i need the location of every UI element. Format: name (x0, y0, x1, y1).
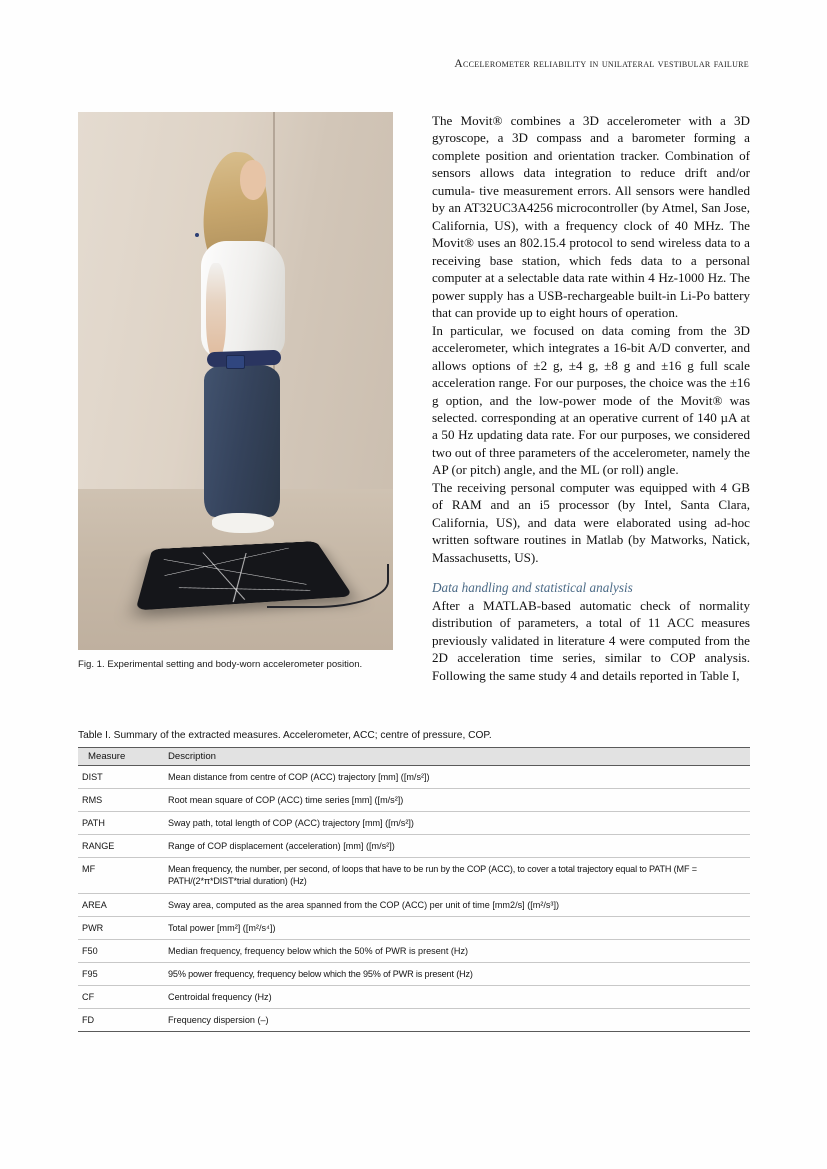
experimental-setting-photo (78, 112, 393, 650)
cell-measure: DIST (78, 766, 164, 789)
column-header-measure: Measure (78, 748, 164, 766)
figure-caption: Fig. 1. Experimental setting and body-worn accelerometer position. (78, 659, 363, 670)
cell-measure: PATH (78, 812, 164, 835)
cell-measure: AREA (78, 893, 164, 916)
body-paragraph-2: In particular, we focused on data coming from the 3D accelerometer, which integrates a 16-bit A/D converter, and allows options of ±2 g, ±4 g, ±8 g and ±16 g full scale acceleration range. For our purposes, the choice was the ±16 g option, and the low-power mode of the Movit® was selected. corresponding at an operative current of 140 µA at a 50 Hz updating data rate. For our purposes, we considered two out of three parameters of the accelerometer, namely the AP (or pitch) angle, and the ML (or roll) angle. (432, 322, 750, 478)
cell-description: 95% power frequency, frequency below which the 95% of PWR is present (Hz) (164, 962, 750, 985)
table-header (78, 748, 750, 766)
table-row (78, 893, 750, 916)
cell-measure: F50 (78, 939, 164, 962)
table-title: Table I. Summary of the extracted measures. Accelerometer, ACC; centre of pressure, COP. (78, 730, 492, 741)
table-row (78, 916, 750, 939)
table-body (78, 766, 750, 1032)
body-paragraph-3: The receiving personal computer was equipped with 4 GB of RAM and an i5 processor (by Intel, Santa Clara, California, US), and data were elaborated using ad-hoc written software routines in Matlab (by Matworks, Natick, Massachusetts, US). (432, 479, 750, 565)
subject-arm (206, 263, 226, 359)
table-row (78, 939, 750, 962)
table-row (78, 766, 750, 789)
table-row (78, 858, 750, 893)
cell-measure: F95 (78, 962, 164, 985)
accelerometer-sensor (226, 355, 245, 369)
section-paragraph-data-handling: After a MATLAB-based automatic check of normality distribution of parameters, a total of 11 ACC measures previously validated in literature 4 were computed from the 2D acceleration time series, similar to COP analysis. Following the same study 4 and details reported in Table I, (432, 597, 750, 683)
cell-description: Mean frequency, the number, per second, of loops that have to be run by the COP (ACC), to cover a total trajectory equal to PATH (MF = PATH/(2*π*DIST*trial duration) (Hz) (164, 858, 750, 893)
cell-description: Mean distance from centre of COP (ACC) trajectory [mm] ([m/s²]) (164, 766, 750, 789)
cell-measure: MF (78, 858, 164, 893)
measures-table (78, 747, 750, 1032)
table-row (78, 812, 750, 835)
figure-block (78, 112, 393, 672)
table-row (78, 985, 750, 1008)
subject-trousers (204, 365, 280, 517)
cell-measure: RANGE (78, 835, 164, 858)
cell-description: Range of COP displacement (acceleration) [mm] ([m/s²]) (164, 835, 750, 858)
cell-measure: PWR (78, 916, 164, 939)
table-row (78, 789, 750, 812)
cell-description: Sway path, total length of COP (ACC) trajectory [mm] ([m/s²]) (164, 812, 750, 835)
table-row (78, 962, 750, 985)
wall-marker-dot (195, 233, 199, 237)
section-heading-data-handling: Data handling and statistical analysis (432, 580, 633, 596)
table-row (78, 835, 750, 858)
measures-table-block (78, 730, 750, 1032)
cell-description: Centroidal frequency (Hz) (164, 985, 750, 1008)
table-row (78, 1009, 750, 1032)
table-header-row (78, 748, 750, 766)
cell-description: Sway area, computed as the area spanned from the COP (ACC) per unit of time [mm2/s] ([m²/s³]) (164, 893, 750, 916)
subject-shoes (212, 513, 274, 533)
body-text-column (432, 112, 750, 684)
cell-description: Median frequency, frequency below which the 50% of PWR is present (Hz) (164, 939, 750, 962)
cell-measure: RMS (78, 789, 164, 812)
running-head: Accelerometer reliability in unilateral vestibular failure (454, 58, 749, 70)
cell-measure: FD (78, 1009, 164, 1032)
cell-measure: CF (78, 985, 164, 1008)
cell-description: Root mean square of COP (ACC) time series [mm] ([m/s²]) (164, 789, 750, 812)
body-paragraph-1: The Movit® combines a 3D accelerometer with a 3D gyroscope, a 3D compass and a barometer forming a complete position and orientation tracker. Combination of sensors allows data integration to reduce drift and/or cumula- tive measurement errors. All sensors were handled by an AT32UC3A4256 microcontroller (by Atmel, San Jose, California, US), with a frequency clock of 40 MHz. The Movit® uses an 802.15.4 protocol to send wireless data to a receiving base station, which feds data to a personal computer at a selectable data rate within 4 Hz-1000 Hz. The power supply has a USB-rechargeable built-in Li-Po battery that can provide up to eight hours of operation. (432, 113, 750, 321)
column-header-description: Description (164, 748, 750, 766)
cell-description: Frequency dispersion (–) (164, 1009, 750, 1032)
cell-description: Total power [mm²] ([m²/s⁴]) (164, 916, 750, 939)
